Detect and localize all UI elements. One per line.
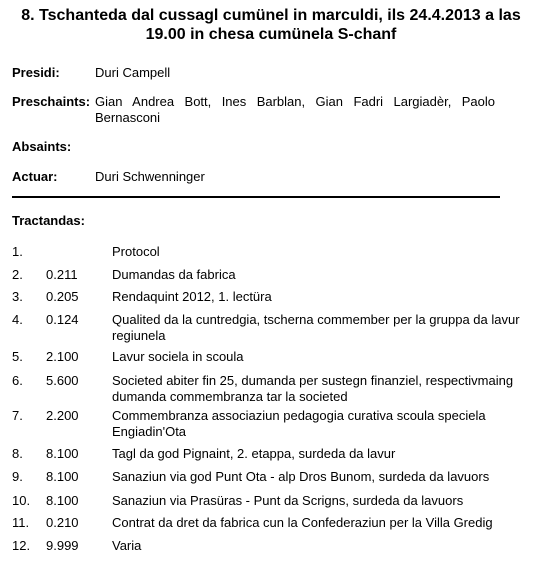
agenda-item-number: 1.	[12, 244, 23, 259]
document-title-line-1: 8. Tschanteda dal cussagl cumünel in marculdi, ils 24.4.2013 a las	[21, 7, 521, 24]
meta-label: Actuar:	[12, 169, 58, 184]
agenda-item-code: 8.100	[46, 493, 79, 508]
agenda-item-code: 0.124	[46, 312, 79, 327]
agenda-item-text: Varia	[112, 538, 142, 553]
agenda-item-code: 8.100	[46, 469, 79, 484]
meta-value: Duri Schwenninger	[95, 169, 205, 184]
agenda-item-text: Commembranza associaziun pedagogia curativa scoula speciela Engiadin'Ota	[112, 408, 486, 439]
agenda-item-number: 7.	[12, 408, 23, 423]
agenda-item-text: Societed abiter fin 25, dumanda per sustegn finanziel, respectivmaing dumanda commembranza tar la societed	[112, 373, 514, 404]
agenda-item-text: Sanaziun via god Punt Ota - alp Dros Bunom, surdeda da lavuors	[112, 469, 490, 484]
agenda-item-number: 9.	[12, 469, 23, 484]
agenda-item-number: 8.	[12, 446, 23, 461]
meta-label: Preschaints:	[12, 94, 91, 109]
agenda-heading: Tractandas:	[12, 213, 85, 228]
agenda-item-number: 5.	[12, 349, 23, 364]
agenda-item-number: 10.	[12, 493, 31, 508]
agenda-item-number: 11.	[12, 515, 30, 530]
agenda-item-number: 12.	[12, 538, 31, 553]
agenda-item-text: Sanaziun via Prasüras - Punt da Scrigns, surdeda da lavuors	[112, 493, 464, 508]
agenda-item-text: Qualited da la cuntredgia, tscherna commember per la gruppa da lavur regiunela	[112, 312, 520, 343]
agenda-item-text: Protocol	[112, 244, 160, 259]
document-title	[8, 6, 534, 44]
agenda-item-code: 2.100	[46, 349, 79, 364]
agenda-item-code: 0.205	[46, 289, 79, 304]
agenda-item-number: 2.	[12, 267, 23, 282]
agenda-item-code: 0.210	[46, 515, 79, 530]
agenda-item-code: 0.211	[46, 267, 78, 282]
agenda-item-code: 8.100	[46, 446, 79, 461]
meta-value: Gian Andrea Bott, Ines Barblan, Gian Fadri Largiadèr, Paolo Bernasconi	[95, 94, 495, 125]
meta-value: Duri Campell	[95, 65, 171, 80]
agenda-item-text: Rendaquint 2012, 1. lectüra	[112, 289, 272, 304]
agenda-item-number: 4.	[12, 312, 23, 327]
agenda-item-text: Lavur sociela in scoula	[112, 349, 244, 364]
agenda-item-number: 6.	[12, 373, 23, 388]
meta-label: Absaints:	[12, 139, 72, 154]
agenda-item-text: Tagl da god Pignaint, 2. etappa, surdeda da lavur	[112, 446, 396, 461]
meta-label: Presidi:	[12, 65, 60, 80]
agenda-item-code: 5.600	[46, 373, 79, 388]
agenda-item-code: 2.200	[46, 408, 79, 423]
agenda-item-number: 3.	[12, 289, 23, 304]
agenda-item-code: 9.999	[46, 538, 79, 553]
agenda-item-text: Contrat da dret da fabrica cun la Confederaziun per la Villa Gredig	[112, 515, 493, 530]
horizontal-rule	[12, 196, 500, 198]
document-title-line-2: 19.00 in chesa cumünela S-chanf	[145, 26, 397, 43]
agenda-item-text: Dumandas da fabrica	[112, 267, 236, 282]
